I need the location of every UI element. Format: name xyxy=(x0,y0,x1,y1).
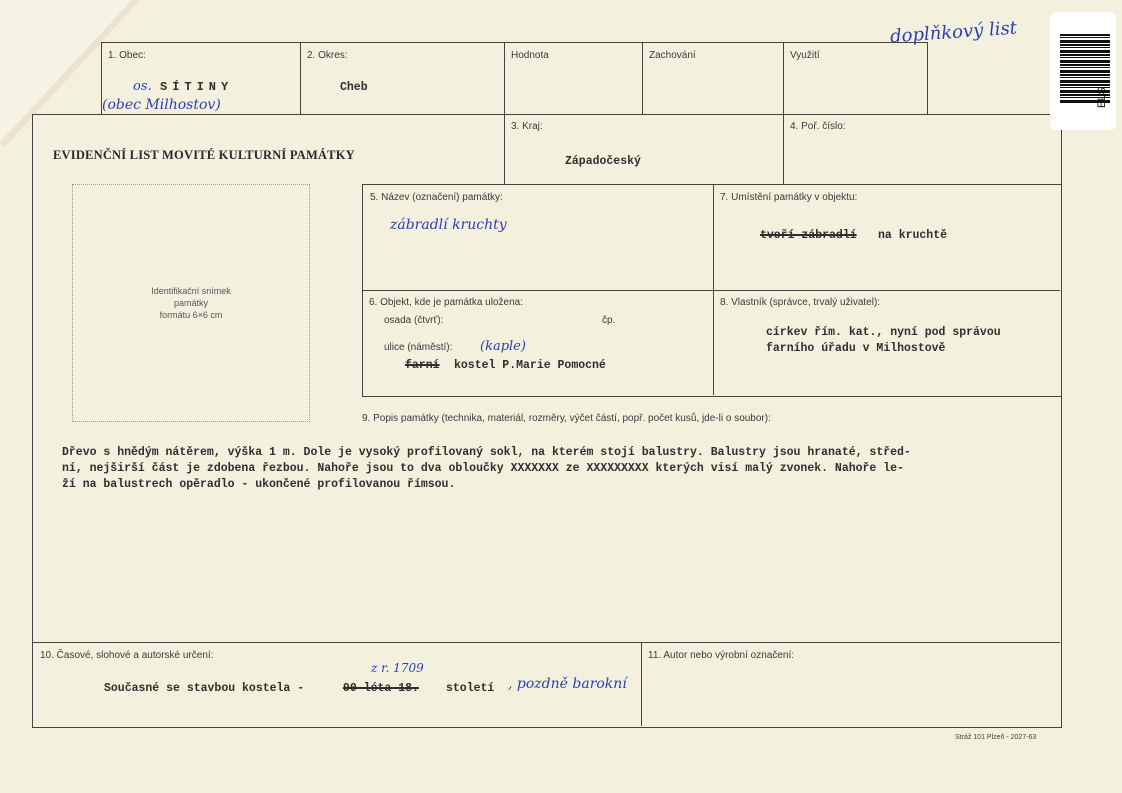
osada-label: osada (čtvrť): xyxy=(384,315,444,326)
kraj-value: Západočeský xyxy=(565,155,641,168)
bottom-section-divider xyxy=(641,642,642,726)
objekt-hand-insert: (kaple) xyxy=(480,339,526,354)
popis-label: 9. Popis památky (technika, materiál, rozměry, výčet částí, popř. počet kusů, jde-li o soubor): xyxy=(362,413,771,424)
vyuziti-label: Využití xyxy=(790,50,820,61)
hodnota-label: Hodnota xyxy=(511,50,549,61)
grid-5-8-horizontal xyxy=(362,290,1060,291)
popis-text xyxy=(62,445,1052,493)
urceni-value-post: století xyxy=(446,682,495,695)
cp-label: čp. xyxy=(602,315,616,326)
por-cislo-label: 4. Poř. číslo: xyxy=(790,121,846,132)
top-row-divider-2 xyxy=(504,42,505,114)
objekt-label: 6. Objekt, kde je památka uložena: xyxy=(369,297,523,308)
zachovani-label: Zachování xyxy=(649,50,696,61)
vlastnik-label: 8. Vlastník (správce, trvalý uživatel): xyxy=(720,297,881,308)
photo-placeholder xyxy=(72,184,310,422)
popis-line-1: Dřevo s hnědým nátěrem, výška 1 m. Dole je vysoký profilovaný sokl, na kterém stojí balustry. Balustry jsou hranaté, střed- xyxy=(62,446,911,459)
bottom-section-top xyxy=(32,642,1060,643)
okres-label: 2. Okres: xyxy=(307,50,348,61)
top-row-divider-3 xyxy=(642,42,643,114)
photo-placeholder-text xyxy=(73,285,309,321)
kraj-label: 3. Kraj: xyxy=(511,121,543,132)
vlastnik-line-1: církev řím. kat., nyní pod správou xyxy=(766,326,1001,339)
objekt-struck: farní xyxy=(405,359,440,372)
photo-text-line-2: památky xyxy=(173,298,208,308)
top-right-handwriting: doplňkový list xyxy=(889,17,1018,48)
urceni-hand-after: , pozdně barokní xyxy=(508,676,627,692)
print-footer: Stráž 101 Plzeň - 2027-63 xyxy=(955,734,1037,741)
barcode-sticker xyxy=(1050,12,1116,130)
kraj-box-right xyxy=(783,114,784,184)
umisteni-struck: tvoří zábradlí xyxy=(760,229,857,242)
okres-value: Cheb xyxy=(340,81,368,94)
popis-line-3: ží na balustrech opěradlo - ukončené profilovanou římsou. xyxy=(62,478,456,491)
obec-label: 1. Obec: xyxy=(108,50,146,61)
ulice-label: ulice (náměstí): xyxy=(384,342,453,353)
top-row-divider-4 xyxy=(783,42,784,114)
urceni-value-pre: Současné se stavbou kostela - xyxy=(104,682,305,695)
urceni-struck: 90 léta 18. xyxy=(343,682,419,695)
popis-line-2: ní, nejširší část je zdobena řezbou. Nahoře jsou to dva obloučky XXXXXXX ze XXXXXXXXX kterých visí malý zvonek. Nahoře le- xyxy=(62,462,904,475)
nazev-label: 5. Název (označení) památky: xyxy=(370,192,503,203)
autor-label: 11. Autor nebo výrobní označení: xyxy=(648,650,795,661)
obec-hand-prefix: os. xyxy=(133,79,152,94)
photo-text-line-3: formátu 6×6 cm xyxy=(159,310,223,320)
urceni-hand-above: z r. 1709 xyxy=(371,661,424,675)
umisteni-value: na kruchtě xyxy=(878,229,948,242)
vlastnik-line-2: farního úřadu v Milhostově xyxy=(766,342,946,355)
barcode-text: ELS xyxy=(1096,87,1108,108)
photo-text-line-1: Identifikační snímek xyxy=(151,286,231,296)
page-title: EVIDENČNÍ LIST MOVITÉ KULTURNÍ PAMÁTKY xyxy=(53,148,355,162)
top-row-divider-1 xyxy=(300,42,301,114)
urceni-label: 10. Časové, slohové a autorské určení: xyxy=(40,650,214,661)
nazev-hand-value: zábradlí kruchty xyxy=(390,217,507,233)
obec-hand-note: (obec Milhostov) xyxy=(102,97,221,113)
umisteni-label: 7. Umístění památky v objektu: xyxy=(720,192,858,203)
kraj-box-left xyxy=(504,114,505,184)
objekt-value: kostel P.Marie Pomocné xyxy=(454,359,606,372)
obec-value: SÍTINY xyxy=(160,80,234,94)
